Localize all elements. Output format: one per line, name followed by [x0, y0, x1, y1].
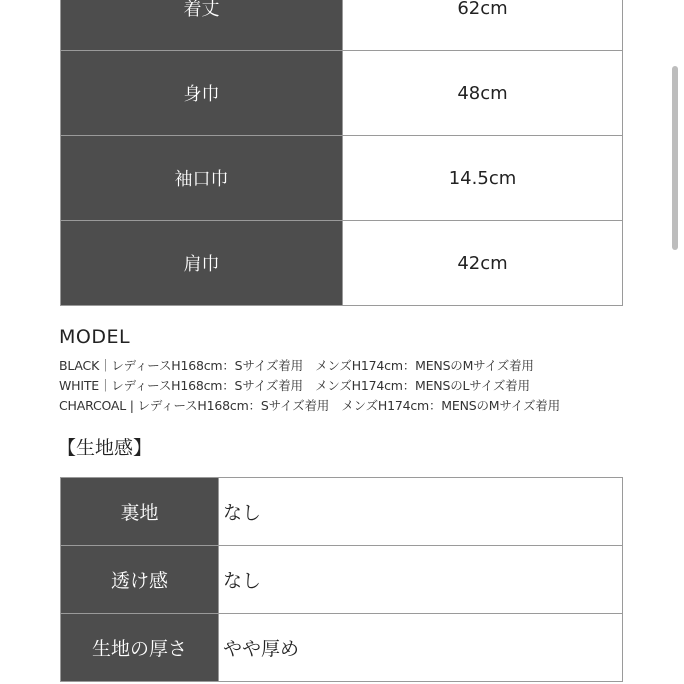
size-value: 62cm [343, 0, 623, 51]
size-value: 14.5cm [343, 136, 623, 221]
size-label: 肩巾 [61, 221, 343, 306]
table-row [61, 51, 623, 136]
size-label: 袖口巾 [61, 136, 343, 221]
fabric-value: なし [219, 546, 623, 614]
size-value: 42cm [343, 221, 623, 306]
model-info-line: CHARCOAL | レディースH168cm：Sサイズ着用 メンズH174cm：MENSのMサイズ着用 [59, 398, 560, 413]
size-table [60, 0, 623, 306]
model-info-line: BLACK｜レディースH168cm：Sサイズ着用 メンズH174cm：MENSのMサイズ着用 [59, 358, 534, 373]
fabric-table [60, 477, 623, 682]
size-value: 48cm [343, 51, 623, 136]
fabric-label: 裏地 [61, 478, 219, 546]
table-row [61, 546, 623, 614]
table-row [61, 221, 623, 306]
scrollbar-thumb[interactable] [672, 66, 678, 250]
fabric-value: やや厚め [219, 614, 623, 682]
fabric-section-title: 【生地感】 [57, 437, 153, 459]
model-section-title: MODEL [59, 326, 131, 348]
table-row [61, 478, 623, 546]
table-row [61, 136, 623, 221]
fabric-label: 生地の厚さ [61, 614, 219, 682]
fabric-label: 透け感 [61, 546, 219, 614]
size-label: 着丈 [61, 0, 343, 51]
size-label: 身巾 [61, 51, 343, 136]
table-row [61, 614, 623, 682]
table-row [61, 0, 623, 51]
model-info-line: WHITE｜レディースH168cm：Sサイズ着用 メンズH174cm：MENSのLサイズ着用 [59, 378, 530, 393]
fabric-value: なし [219, 478, 623, 546]
